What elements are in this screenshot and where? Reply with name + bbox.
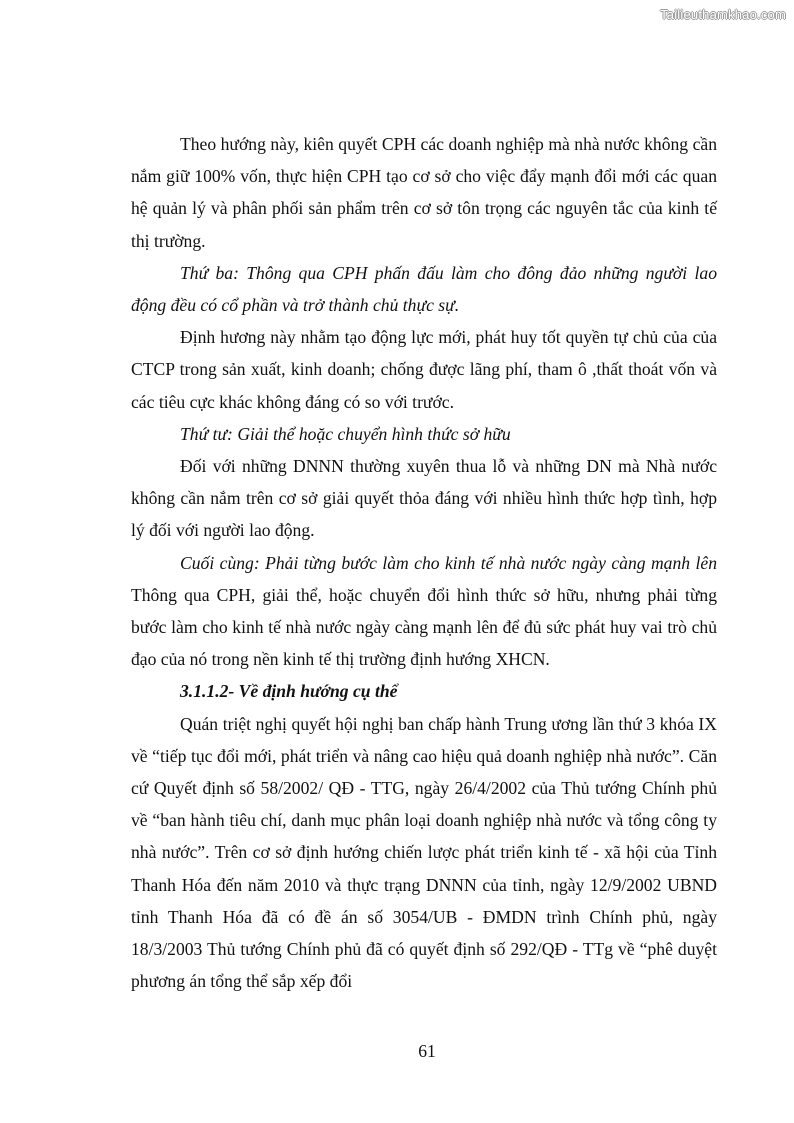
page-number: 61	[418, 1041, 436, 1061]
section-heading: 3.1.1.2- Về định hướng cụ thể	[180, 681, 398, 702]
paragraph-thu-ba: Thứ ba: Thông qua CPH phấn đấu làm cho đông đảo những người lao động đều có cổ phần và trở thành chủ thực sự.	[131, 262, 717, 316]
paragraph-3: Định hương này nhằm tạo động lực mới, phát huy tốt quyền tự chủ của của CTCP trong sản xuất, kinh doanh; chống được lãng phí, tham ô ,thất thoát vốn và các tiêu cực khác không đáng có so với trước.	[131, 327, 717, 412]
paragraph-7: Quán triệt nghị quyết hội nghị ban chấp hành Trung ương lần thứ 3 khóa IX về “tiếp tục đổi mới, phát triển và nâng cao hiệu quả doanh nghiệp nhà nước”. Căn cứ Quyết định số 58/2002/ QĐ - TTG, ngày 26/4/2002 của Thủ tướng Chính phủ về “ban hành tiêu chí, danh mục phân loại doanh nghiệp nhà nước và tổng công ty nhà nước”. Trên cơ sở định hướng chiến lược phát triển kinh tế - xã hội của Tỉnh Thanh Hóa đến năm 2010 và thực trạng DNNN của tỉnh, ngày 12/9/2002 UBND tỉnh Thanh Hóa đã có đề án số 3054/UB - ĐMDN trình Chính phủ, ngày 18/3/2003 Thủ tướng Chính phủ đã có quyết định số 292/QĐ - TTg về “phê duyệt phương án tổng thể sắp xếp đổi	[131, 713, 717, 992]
document-body	[131, 128, 717, 997]
paragraph-cuoi-cung	[131, 547, 717, 676]
watermark-text: Tailieuthamkhao.com	[660, 7, 786, 22]
paragraph-5: Đối với những DNNN thường xuyên thua lỗ và những DN mà Nhà nước không cần nắm trên cơ sở giải quyết thỏa đáng với nhiều hình thức hợp tình, hợp lý đối với người lao động.	[131, 456, 717, 541]
paragraph-1: Theo hướng này, kiên quyết CPH các doanh nghiệp mà nhà nước không cần nắm giữ 100% vốn, thực hiện CPH tạo cơ sở cho việc đẩy mạnh đổi mới các quan hệ quản lý và phân phối sản phẩm trên cơ sở tôn trọng các nguyên tắc của kinh tế thị trường.	[131, 134, 717, 251]
paragraph-thu-tu: Thứ tư: Giải thể hoặc chuyển hình thức sở hữu	[180, 423, 511, 444]
cuoi-cung-rest: Thông qua CPH, giải thể, hoặc chuyển đổi hình thức sở hữu, nhưng phải từng bước làm cho kinh tế nhà nước ngày càng mạnh lên để đủ sức phát huy vai trò chủ đạo của nó trong nền kinh tế thị trường định hướng XHCN.	[131, 584, 717, 670]
cuoi-cung-italic: Cuối cùng: Phải từng bước làm cho kinh tế nhà nước ngày càng mạnh lên	[180, 552, 717, 573]
